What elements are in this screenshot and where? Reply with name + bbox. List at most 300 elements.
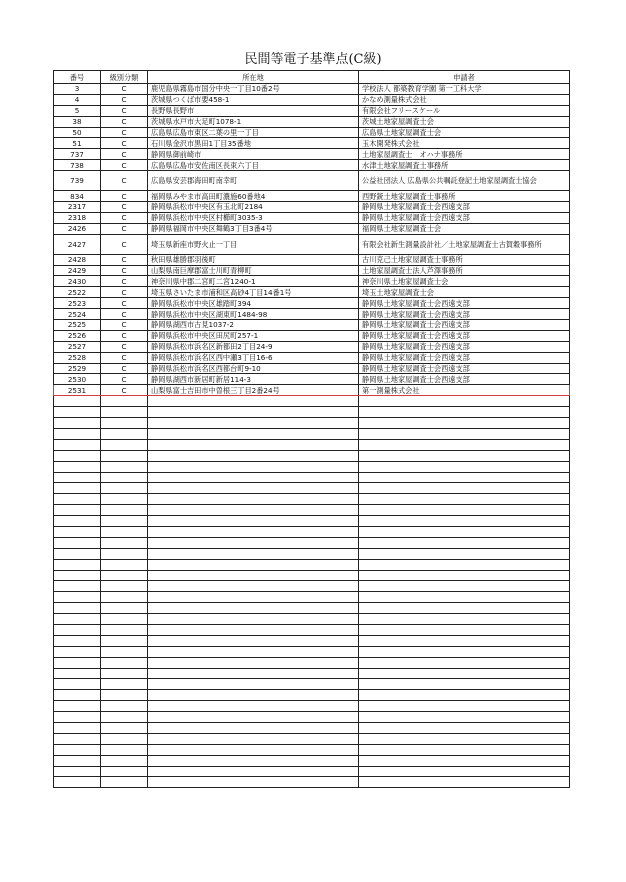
empty-cell bbox=[54, 418, 101, 429]
cell-location: 神奈川県中郡二宮町二宮1240-1 bbox=[148, 276, 359, 287]
empty-cell bbox=[101, 581, 148, 592]
cell-location: 静岡県湖西市新居町新居114-3 bbox=[148, 374, 359, 385]
cell-number: 3 bbox=[54, 84, 101, 95]
empty-table-row bbox=[54, 407, 570, 418]
table-row bbox=[54, 276, 570, 287]
cell-class: C bbox=[101, 84, 148, 95]
empty-cell bbox=[148, 526, 359, 537]
empty-cell bbox=[359, 614, 570, 625]
cell-location: 静岡県浜松市中央区田尻町257-1 bbox=[148, 330, 359, 341]
cell-class: C bbox=[101, 374, 148, 385]
cell-class: C bbox=[101, 330, 148, 341]
empty-cell bbox=[54, 559, 101, 570]
cell-applicant: 水津土地家屋調査士事務所 bbox=[359, 160, 570, 171]
empty-cell bbox=[148, 570, 359, 581]
empty-cell bbox=[54, 679, 101, 690]
empty-cell bbox=[101, 690, 148, 701]
empty-table-row bbox=[54, 418, 570, 429]
empty-table-row bbox=[54, 646, 570, 657]
empty-table-row bbox=[54, 701, 570, 712]
empty-table-row bbox=[54, 624, 570, 635]
empty-cell bbox=[54, 668, 101, 679]
cell-location: 鹿児島県霧島市国分中央一丁目10番2号 bbox=[148, 84, 359, 95]
empty-table-row bbox=[54, 472, 570, 483]
empty-cell bbox=[359, 777, 570, 788]
table-row bbox=[54, 127, 570, 138]
cell-number: 2522 bbox=[54, 287, 101, 298]
empty-cell bbox=[148, 407, 359, 418]
empty-table-row bbox=[54, 505, 570, 516]
empty-cell bbox=[359, 635, 570, 646]
empty-table-row bbox=[54, 722, 570, 733]
empty-table-row bbox=[54, 657, 570, 668]
cell-class: C bbox=[101, 149, 148, 160]
cell-location: 静岡県浜松市浜名区西中瀬3丁目16-6 bbox=[148, 352, 359, 363]
empty-cell bbox=[148, 396, 359, 407]
cell-applicant: 埼玉土地家屋調査士会 bbox=[359, 287, 570, 298]
empty-table-row bbox=[54, 766, 570, 777]
empty-cell bbox=[54, 526, 101, 537]
cell-class: C bbox=[101, 212, 148, 223]
cell-applicant: 玉木開発株式会社 bbox=[359, 138, 570, 149]
cell-number: 2317 bbox=[54, 202, 101, 213]
empty-cell bbox=[101, 483, 148, 494]
empty-cell bbox=[148, 679, 359, 690]
cell-class: C bbox=[101, 265, 148, 276]
table-row bbox=[54, 105, 570, 116]
empty-table-row bbox=[54, 614, 570, 625]
cell-location: 秋田県雄勝郡羽後町 bbox=[148, 254, 359, 265]
cell-class: C bbox=[101, 234, 148, 254]
empty-cell bbox=[148, 744, 359, 755]
cell-number: 738 bbox=[54, 160, 101, 171]
empty-cell bbox=[148, 755, 359, 766]
cell-class: C bbox=[101, 320, 148, 331]
empty-table-row bbox=[54, 777, 570, 788]
cell-class: C bbox=[101, 223, 148, 234]
header-number: 番号 bbox=[54, 71, 101, 84]
table-row bbox=[54, 171, 570, 191]
empty-cell bbox=[359, 483, 570, 494]
table-row bbox=[54, 287, 570, 298]
empty-cell bbox=[54, 494, 101, 505]
cell-number: 51 bbox=[54, 138, 101, 149]
empty-cell bbox=[148, 548, 359, 559]
empty-cell bbox=[148, 722, 359, 733]
cell-location: 茨城県水戸市大足町1078-1 bbox=[148, 116, 359, 127]
empty-table-row bbox=[54, 548, 570, 559]
empty-cell bbox=[101, 407, 148, 418]
cell-applicant: 有限会社新生測量設計社／土地家屋調査士古賀穀事務所 bbox=[359, 234, 570, 254]
empty-cell bbox=[101, 505, 148, 516]
empty-cell bbox=[148, 701, 359, 712]
empty-cell bbox=[148, 712, 359, 723]
empty-cell bbox=[359, 461, 570, 472]
cell-class: C bbox=[101, 341, 148, 352]
empty-cell bbox=[54, 733, 101, 744]
empty-cell bbox=[54, 450, 101, 461]
empty-cell bbox=[148, 614, 359, 625]
empty-cell bbox=[359, 712, 570, 723]
cell-class: C bbox=[101, 171, 148, 191]
cell-applicant: 西野銃土地家屋調査士事務所 bbox=[359, 191, 570, 202]
cell-location: 埼玉県新座市野火止一丁目 bbox=[148, 234, 359, 254]
cell-location: 石川県金沢市黒田1丁目35番地 bbox=[148, 138, 359, 149]
empty-table-row bbox=[54, 603, 570, 614]
empty-cell bbox=[101, 712, 148, 723]
cell-class: C bbox=[101, 254, 148, 265]
empty-cell bbox=[359, 646, 570, 657]
empty-cell bbox=[359, 668, 570, 679]
empty-cell bbox=[101, 396, 148, 407]
table-row bbox=[54, 212, 570, 223]
empty-cell bbox=[54, 777, 101, 788]
empty-cell bbox=[148, 690, 359, 701]
empty-cell bbox=[359, 439, 570, 450]
cell-number: 2428 bbox=[54, 254, 101, 265]
empty-cell bbox=[359, 516, 570, 527]
table-body bbox=[54, 84, 570, 788]
cell-applicant: 第一測量株式会社 bbox=[359, 385, 570, 396]
empty-cell bbox=[54, 755, 101, 766]
page-title: 民間等電子基準点(C級) bbox=[244, 52, 382, 67]
empty-cell bbox=[359, 537, 570, 548]
empty-cell bbox=[101, 777, 148, 788]
cell-class: C bbox=[101, 94, 148, 105]
empty-cell bbox=[359, 581, 570, 592]
empty-cell bbox=[54, 701, 101, 712]
cell-number: 2530 bbox=[54, 374, 101, 385]
cell-class: C bbox=[101, 309, 148, 320]
cell-applicant: 静岡県土地家屋調査士会西遠支部 bbox=[359, 309, 570, 320]
empty-cell bbox=[54, 505, 101, 516]
empty-cell bbox=[101, 461, 148, 472]
empty-cell bbox=[359, 450, 570, 461]
empty-cell bbox=[101, 646, 148, 657]
cell-applicant: 古川克己土地家屋調査士事務所 bbox=[359, 254, 570, 265]
cell-applicant: 公益社団法人 広島県公共嘱託登記土地家屋調査士協会 bbox=[359, 171, 570, 191]
cell-applicant: 静岡県土地家屋調査士会西遠支部 bbox=[359, 374, 570, 385]
empty-cell bbox=[101, 548, 148, 559]
table-row bbox=[54, 330, 570, 341]
empty-cell bbox=[54, 722, 101, 733]
empty-cell bbox=[359, 766, 570, 777]
cell-number: 2524 bbox=[54, 309, 101, 320]
cell-class: C bbox=[101, 105, 148, 116]
cell-number: 4 bbox=[54, 94, 101, 105]
empty-cell bbox=[101, 439, 148, 450]
empty-cell bbox=[359, 494, 570, 505]
empty-cell bbox=[101, 603, 148, 614]
cell-number: 2427 bbox=[54, 234, 101, 254]
cell-applicant: 静岡県土地家屋調査士会西遠支部 bbox=[359, 298, 570, 309]
empty-cell bbox=[54, 428, 101, 439]
cell-applicant: 神奈川県土地家屋調査士会 bbox=[359, 276, 570, 287]
empty-cell bbox=[101, 766, 148, 777]
empty-cell bbox=[359, 603, 570, 614]
cell-class: C bbox=[101, 385, 148, 396]
empty-cell bbox=[101, 614, 148, 625]
empty-cell bbox=[101, 701, 148, 712]
empty-cell bbox=[148, 646, 359, 657]
empty-cell bbox=[148, 733, 359, 744]
table-row bbox=[54, 298, 570, 309]
empty-cell bbox=[101, 570, 148, 581]
empty-cell bbox=[148, 494, 359, 505]
empty-cell bbox=[101, 635, 148, 646]
empty-cell bbox=[148, 624, 359, 635]
empty-table-row bbox=[54, 592, 570, 603]
cell-number: 2429 bbox=[54, 265, 101, 276]
empty-cell bbox=[359, 690, 570, 701]
empty-cell bbox=[101, 624, 148, 635]
empty-cell bbox=[101, 537, 148, 548]
empty-cell bbox=[148, 766, 359, 777]
empty-cell bbox=[148, 505, 359, 516]
empty-table-row bbox=[54, 483, 570, 494]
empty-table-row bbox=[54, 439, 570, 450]
cell-applicant: 静岡県土地家屋調査士会西遠支部 bbox=[359, 320, 570, 331]
empty-cell bbox=[148, 559, 359, 570]
cell-applicant: 静岡県土地家屋調査士会西遠支部 bbox=[359, 330, 570, 341]
empty-cell bbox=[101, 526, 148, 537]
empty-cell bbox=[148, 418, 359, 429]
empty-cell bbox=[148, 592, 359, 603]
cell-location: 静岡県浜松市中央区村櫛町3035-3 bbox=[148, 212, 359, 223]
table-header-row bbox=[54, 71, 570, 84]
empty-cell bbox=[148, 657, 359, 668]
empty-cell bbox=[101, 755, 148, 766]
cell-applicant: 静岡県土地家屋調査士会西遠支部 bbox=[359, 352, 570, 363]
empty-cell bbox=[54, 635, 101, 646]
empty-cell bbox=[359, 407, 570, 418]
empty-table-row bbox=[54, 679, 570, 690]
empty-cell bbox=[54, 537, 101, 548]
reference-point-table bbox=[53, 70, 570, 788]
cell-location: 山梨県南巨摩郡富士川町青柳町 bbox=[148, 265, 359, 276]
table-row bbox=[54, 234, 570, 254]
cell-location: 長野県長野市 bbox=[148, 105, 359, 116]
empty-cell bbox=[101, 722, 148, 733]
empty-cell bbox=[359, 548, 570, 559]
empty-table-row bbox=[54, 744, 570, 755]
cell-applicant: 土地家屋調査士法人芦澤事務所 bbox=[359, 265, 570, 276]
cell-number: 737 bbox=[54, 149, 101, 160]
empty-cell bbox=[101, 733, 148, 744]
cell-applicant: 静岡県土地家屋調査士会西遠支部 bbox=[359, 212, 570, 223]
cell-number: 2426 bbox=[54, 223, 101, 234]
empty-cell bbox=[359, 472, 570, 483]
cell-location: 静岡県浜松市浜名区西都台町9-10 bbox=[148, 363, 359, 374]
empty-table-row bbox=[54, 526, 570, 537]
empty-cell bbox=[148, 450, 359, 461]
cell-number: 739 bbox=[54, 171, 101, 191]
empty-table-row bbox=[54, 537, 570, 548]
cell-location: 静岡県浜松市浜名区新都田2丁目24-9 bbox=[148, 341, 359, 352]
empty-cell bbox=[54, 603, 101, 614]
empty-cell bbox=[101, 450, 148, 461]
cell-number: 2531 bbox=[54, 385, 101, 396]
cell-class: C bbox=[101, 160, 148, 171]
cell-applicant: 広島県土地家屋調査士会 bbox=[359, 127, 570, 138]
cell-location: 福岡県みやま市高田町濃施60番地4 bbox=[148, 191, 359, 202]
cell-number: 5 bbox=[54, 105, 101, 116]
cell-class: C bbox=[101, 298, 148, 309]
table-row bbox=[54, 223, 570, 234]
empty-cell bbox=[54, 516, 101, 527]
cell-location: 広島県広島市東区二葉の里一丁目 bbox=[148, 127, 359, 138]
empty-cell bbox=[101, 657, 148, 668]
empty-table-row bbox=[54, 516, 570, 527]
empty-cell bbox=[54, 624, 101, 635]
empty-cell bbox=[359, 418, 570, 429]
empty-cell bbox=[359, 733, 570, 744]
empty-cell bbox=[54, 483, 101, 494]
empty-cell bbox=[359, 526, 570, 537]
empty-cell bbox=[54, 766, 101, 777]
cell-location: 広島県広島市安佐南区長束六丁目 bbox=[148, 160, 359, 171]
empty-cell bbox=[359, 744, 570, 755]
empty-cell bbox=[148, 439, 359, 450]
empty-table-row bbox=[54, 668, 570, 679]
empty-cell bbox=[359, 624, 570, 635]
empty-cell bbox=[359, 679, 570, 690]
empty-cell bbox=[359, 755, 570, 766]
empty-cell bbox=[359, 396, 570, 407]
header-applicant: 申請者 bbox=[359, 71, 570, 84]
empty-cell bbox=[101, 559, 148, 570]
empty-table-row bbox=[54, 733, 570, 744]
cell-applicant: 福岡県土地家屋調査士会 bbox=[359, 223, 570, 234]
cell-number: 2318 bbox=[54, 212, 101, 223]
header-location: 所在地 bbox=[148, 71, 359, 84]
empty-cell bbox=[54, 548, 101, 559]
cell-location: 静岡県浜松市中央区有玉北町2184 bbox=[148, 202, 359, 213]
empty-cell bbox=[148, 668, 359, 679]
empty-cell bbox=[359, 505, 570, 516]
empty-cell bbox=[54, 646, 101, 657]
cell-applicant: 土地家屋調査士 オハナ事務所 bbox=[359, 149, 570, 160]
empty-cell bbox=[359, 657, 570, 668]
empty-table-row bbox=[54, 559, 570, 570]
empty-table-row bbox=[54, 635, 570, 646]
cell-class: C bbox=[101, 352, 148, 363]
empty-cell bbox=[359, 701, 570, 712]
cell-class: C bbox=[101, 276, 148, 287]
cell-number: 2430 bbox=[54, 276, 101, 287]
empty-table-row bbox=[54, 428, 570, 439]
empty-cell bbox=[54, 570, 101, 581]
table-row bbox=[54, 84, 570, 95]
empty-table-row bbox=[54, 690, 570, 701]
empty-cell bbox=[148, 581, 359, 592]
empty-cell bbox=[101, 494, 148, 505]
cell-location: 茨城県つくば市要458-1 bbox=[148, 94, 359, 105]
empty-table-row bbox=[54, 712, 570, 723]
empty-table-row bbox=[54, 494, 570, 505]
empty-cell bbox=[101, 679, 148, 690]
cell-class: C bbox=[101, 138, 148, 149]
table-row bbox=[54, 191, 570, 202]
empty-cell bbox=[54, 472, 101, 483]
cell-location: 静岡県福岡市中央区舞鶴3丁目3番4号 bbox=[148, 223, 359, 234]
cell-location: 静岡県浜松市中央区雄踏町394 bbox=[148, 298, 359, 309]
empty-cell bbox=[148, 537, 359, 548]
empty-table-row bbox=[54, 450, 570, 461]
empty-cell bbox=[54, 592, 101, 603]
cell-applicant: 有限会社フリースケール bbox=[359, 105, 570, 116]
empty-cell bbox=[54, 407, 101, 418]
cell-number: 2527 bbox=[54, 341, 101, 352]
empty-cell bbox=[54, 461, 101, 472]
cell-number: 2525 bbox=[54, 320, 101, 331]
empty-cell bbox=[54, 712, 101, 723]
empty-cell bbox=[101, 516, 148, 527]
cell-location: 山梨県富士吉田市中曽根三丁目2番24号 bbox=[148, 385, 359, 396]
cell-class: C bbox=[101, 287, 148, 298]
empty-cell bbox=[148, 472, 359, 483]
empty-cell bbox=[101, 592, 148, 603]
header-class: 級別分類 bbox=[101, 71, 148, 84]
table-row bbox=[54, 320, 570, 331]
cell-location: 静岡県御前崎市 bbox=[148, 149, 359, 160]
table-row bbox=[54, 202, 570, 213]
empty-cell bbox=[101, 418, 148, 429]
table-row bbox=[54, 363, 570, 374]
table-row bbox=[54, 94, 570, 105]
table-row bbox=[54, 341, 570, 352]
empty-cell bbox=[54, 657, 101, 668]
empty-cell bbox=[148, 603, 359, 614]
empty-cell bbox=[359, 592, 570, 603]
cell-applicant: 静岡県土地家屋調査士会西遠支部 bbox=[359, 341, 570, 352]
table-row bbox=[54, 116, 570, 127]
table-row bbox=[54, 160, 570, 171]
cell-location: 埼玉県さいたま市浦和区高砂4丁目14番1号 bbox=[148, 287, 359, 298]
cell-number: 50 bbox=[54, 127, 101, 138]
empty-cell bbox=[101, 668, 148, 679]
empty-cell bbox=[101, 428, 148, 439]
cell-number: 2523 bbox=[54, 298, 101, 309]
cell-number: 834 bbox=[54, 191, 101, 202]
cell-class: C bbox=[101, 191, 148, 202]
cell-number: 38 bbox=[54, 116, 101, 127]
cell-location: 広島県安芸郡海田町南幸町 bbox=[148, 171, 359, 191]
cell-location: 静岡県湖西市古見1037-2 bbox=[148, 320, 359, 331]
table-row bbox=[54, 265, 570, 276]
cell-class: C bbox=[101, 202, 148, 213]
table-row-highlighted bbox=[54, 385, 570, 396]
empty-cell bbox=[148, 483, 359, 494]
cell-applicant: 静岡県土地家屋調査士会西遠支部 bbox=[359, 202, 570, 213]
cell-location: 静岡県浜松市中央区湖東町1484-98 bbox=[148, 309, 359, 320]
empty-cell bbox=[148, 461, 359, 472]
empty-cell bbox=[54, 744, 101, 755]
empty-cell bbox=[101, 744, 148, 755]
cell-class: C bbox=[101, 363, 148, 374]
empty-table-row bbox=[54, 570, 570, 581]
empty-cell bbox=[54, 614, 101, 625]
empty-cell bbox=[54, 439, 101, 450]
empty-cell bbox=[359, 570, 570, 581]
empty-cell bbox=[54, 690, 101, 701]
table-row bbox=[54, 138, 570, 149]
table-row bbox=[54, 309, 570, 320]
empty-cell bbox=[359, 428, 570, 439]
empty-cell bbox=[148, 635, 359, 646]
cell-number: 2528 bbox=[54, 352, 101, 363]
empty-cell bbox=[54, 396, 101, 407]
